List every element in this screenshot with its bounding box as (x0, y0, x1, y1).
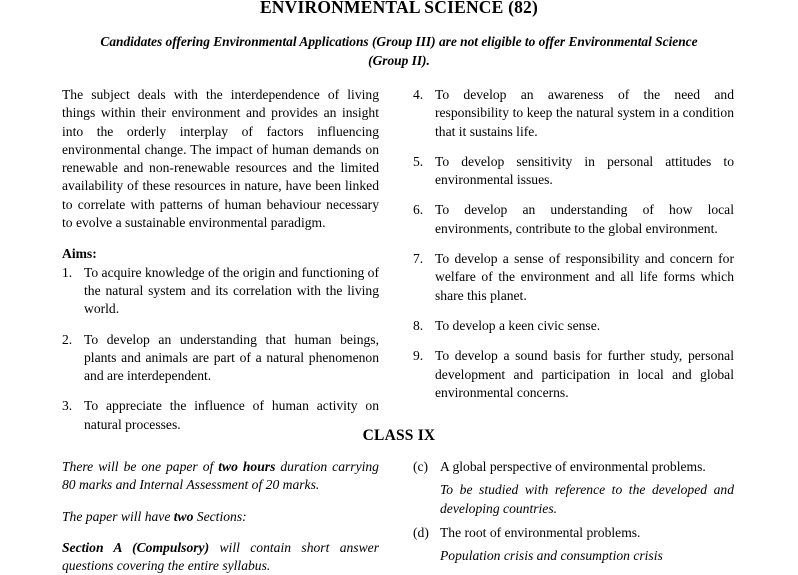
list-marker: 3. (62, 398, 73, 414)
list-item-text: A global perspective of environmental problems. (440, 459, 706, 474)
aims-list-left (62, 264, 379, 434)
list-marker: 7. (413, 251, 424, 267)
list-marker: 1. (62, 264, 73, 280)
sections-text-1: The paper will have (62, 508, 174, 524)
list-item (413, 201, 734, 238)
section-a-paragraph (62, 539, 379, 575)
page-title: ENVIRONMENTAL SCIENCE (82) (259, 0, 539, 17)
list-marker: 9. (413, 348, 424, 364)
exam-duration-text-2: duration carrying 80 marks and Internal Assessment of 20 marks. (62, 459, 379, 493)
left-column-bottom (62, 458, 379, 575)
sections-text-2: Sections: (193, 508, 247, 524)
list-item-text: To develop a sound basis for further study, personal development and participation in local and global environmental concerns. (435, 348, 734, 400)
list-item-text: To acquire knowledge of the origin and functioning of the natural system and its correlation with the living world. (84, 264, 380, 317)
list-item-text: To develop a keen civic sense. (435, 317, 601, 333)
right-column-bottom (413, 458, 734, 565)
list-item-text: To develop an understanding of how local environments, contribute to the global environment. (435, 202, 734, 236)
list-item-text: To develop an awareness of the need and responsibility to keep the natural system in a condition that it sustains life. (435, 87, 734, 139)
right-column-top (413, 86, 734, 402)
list-item (62, 331, 379, 386)
exam-duration-text-1: There will be one paper of (62, 459, 219, 474)
list-marker: (c) (413, 459, 429, 474)
list-marker: 4. (413, 87, 424, 102)
list-item (413, 524, 734, 566)
list-marker: 5. (413, 153, 424, 169)
exam-duration-paragraph (62, 458, 379, 495)
list-item (413, 458, 734, 518)
list-item (413, 153, 734, 190)
exam-duration-emphasis: two hours (218, 459, 276, 474)
list-item (413, 250, 734, 305)
section-a-label: Section A (Compulsory) (62, 539, 210, 555)
list-item-note: To be studied with reference to the developed and developing countries. (440, 482, 734, 516)
list-marker: 8. (413, 317, 424, 333)
sections-emphasis: two (173, 508, 194, 524)
list-item (413, 317, 734, 335)
left-column-top (62, 86, 379, 434)
list-item-text: To develop sensitivity in personal attitudes to environmental issues. (435, 153, 734, 188)
syllabus-list (413, 458, 734, 565)
section-a-text: will contain short answer questions covering the entire syllabus. (62, 539, 379, 574)
list-item-note: Population crisis and consumption crisis (440, 548, 663, 564)
aims-label: Aims: (62, 246, 97, 262)
list-item-text: To develop a sense of responsibility and concern for welfare of the environment and all life forms which share this planet. (435, 251, 734, 303)
list-marker: 2. (62, 331, 73, 347)
list-marker: (d) (413, 524, 429, 540)
list-item (62, 264, 379, 319)
intro-paragraph: The subject deals with the interdependence of living things within their environment and provides an insight into the orderly interplay of factors influencing environmental change. The impact of human demands on renewable and non-renewable resources and the limited availability of these resources in nature, have been linked to correlate with patterns of human behaviour necessary to evolve a sustainable environmental paradigm. (62, 87, 379, 231)
list-item-text: The root of environmental problems. (440, 524, 641, 540)
class-section-heading: CLASS IX (362, 427, 436, 444)
list-item-text: To appreciate the influence of human activity on natural processes. (84, 398, 379, 432)
aims-list-right (413, 86, 734, 402)
sections-paragraph (62, 508, 379, 526)
list-item (413, 86, 734, 141)
list-item-text: To develop an understanding that human beings, plants and animals are part of a natural phenomenon and are interdependent. (84, 331, 379, 384)
document-subtitle: Candidates offering Environmental Applications (Group III) are not eligible to offer Environmental Science (Group II). (100, 34, 698, 68)
list-marker: 6. (413, 202, 424, 218)
list-item (413, 347, 734, 402)
